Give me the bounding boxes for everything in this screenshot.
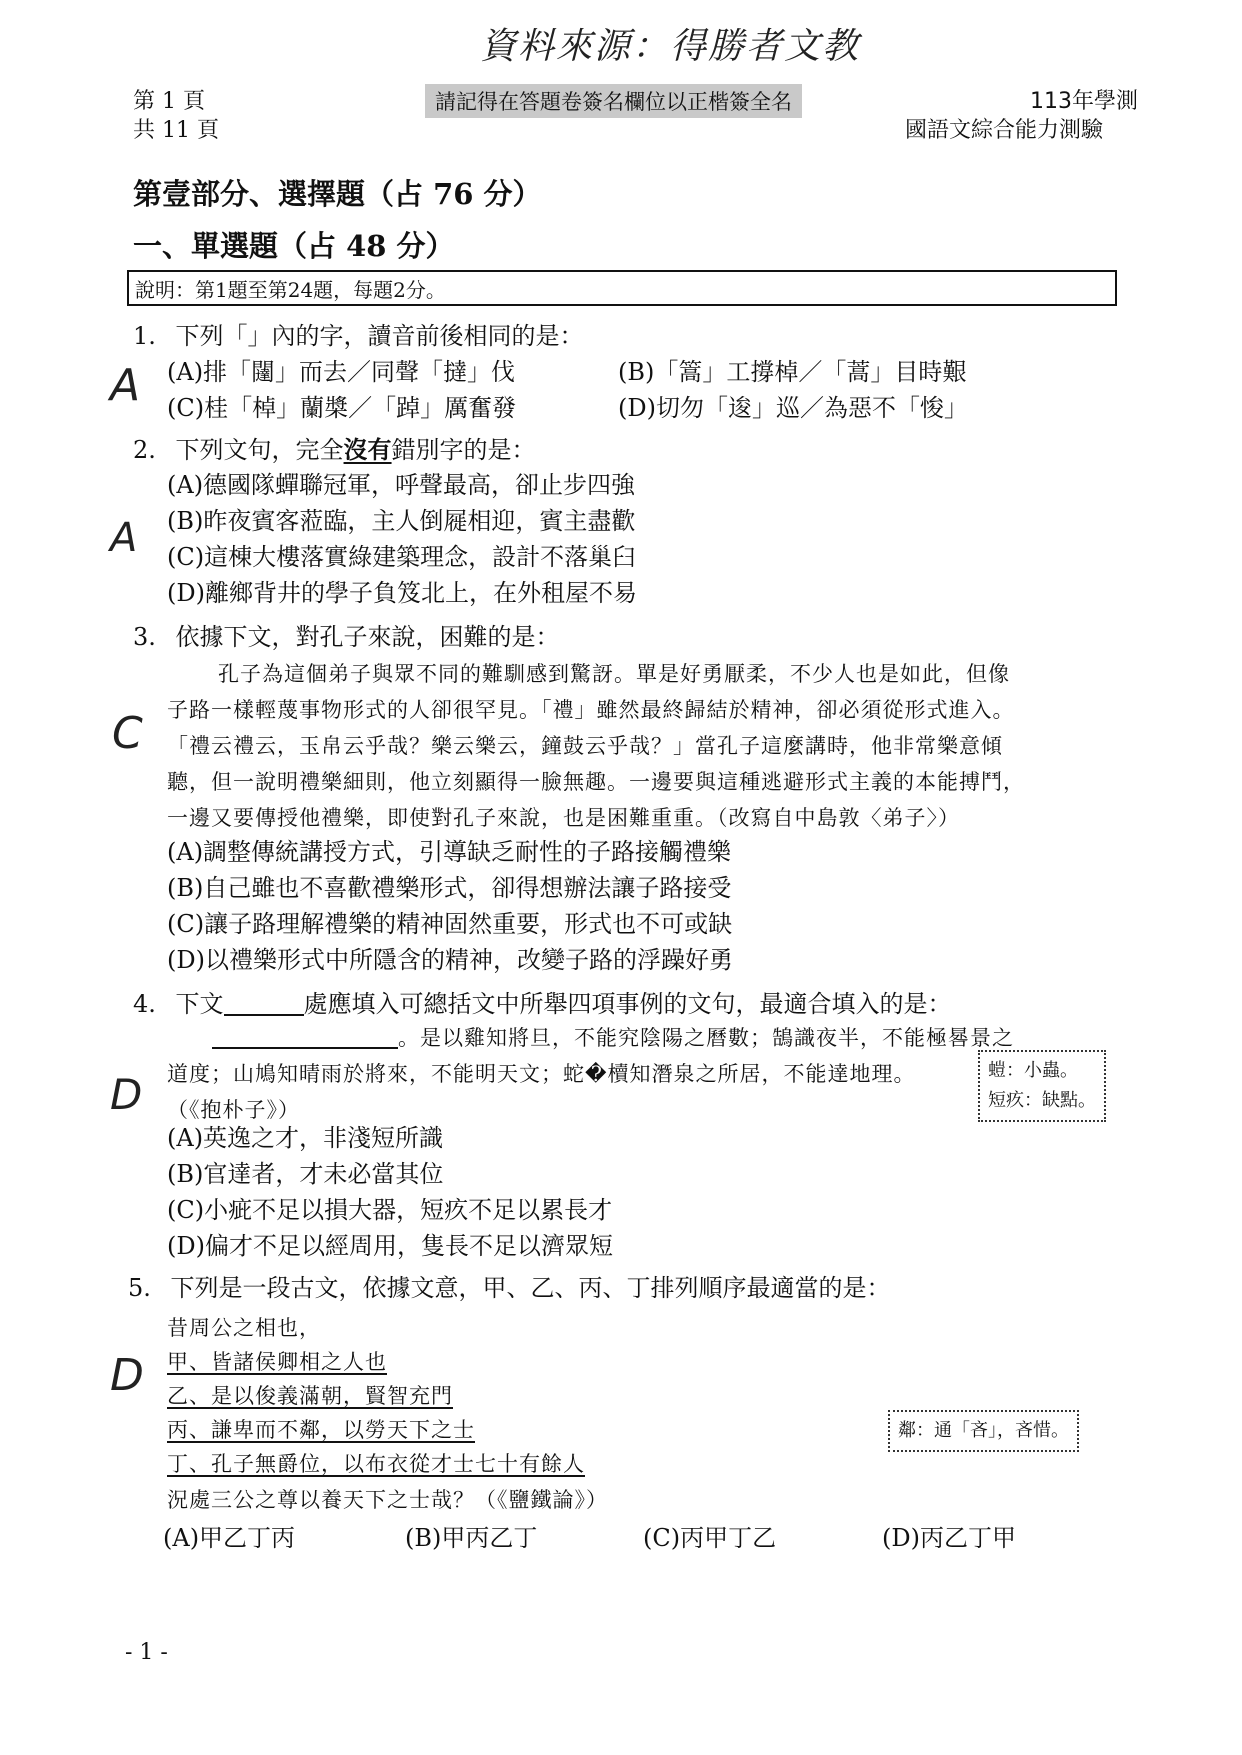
q1-option-a: (A)排「闥」而去／同聲「撻」伐 — [167, 358, 516, 386]
q1-option-d: (D)切勿「逡」巡／為惡不「悛」 — [618, 394, 968, 422]
q3-passage-line-5: 一邊又要傳授他禮樂，即使對孔子來說，也是困難重重。（改寫自中島敦〈弟子〉） — [167, 806, 960, 830]
q3-option-a: (A)調整傳統講授方式，引導缺乏耐性的子路接觸禮樂 — [167, 838, 732, 866]
handwritten-answer-3: C — [112, 708, 143, 759]
question-number: 5. — [128, 1274, 151, 1302]
question-stem-post: 處應填入可總括文中所舉四項事例的文句，最適合填入的是： — [303, 990, 952, 1018]
q5-line-yi: 乙、是以俊義滿朝，賢智充門 — [167, 1384, 453, 1408]
question-number: 2. — [133, 436, 156, 464]
q1-option-b: (B)「篙」工撐棹／「蒿」目時艱 — [618, 358, 967, 386]
q4-note-box — [978, 1050, 1106, 1122]
fill-blank — [224, 990, 304, 1016]
page-number: 第 1 頁 — [133, 89, 205, 114]
question-4 — [133, 986, 952, 1022]
question-stem-post: 錯別字的是： — [391, 436, 536, 464]
section-title: 第壹部分、選擇題（占 76 分） — [133, 177, 542, 211]
question-stem-pre: 下文 — [175, 990, 224, 1018]
instruction-box — [127, 270, 1117, 306]
signature-reminder: 請記得在答題卷簽名欄位以正楷簽全名 — [425, 84, 802, 118]
q4-note-2: 短疚：缺點。 — [988, 1090, 1096, 1111]
q3-option-c: (C)讓子路理解禮樂的精神固然重要，形式也不可或缺 — [167, 910, 733, 938]
q4-note-1: 螘：小蟲。 — [988, 1060, 1078, 1081]
q5-line-closing: 況處三公之尊以養天下之士哉？（《鹽鐵論》） — [167, 1488, 608, 1512]
subsection-title: 一、單選題（占 48 分） — [133, 229, 455, 263]
handwritten-answer-2: A — [110, 515, 138, 561]
instruction-text: 說明：第1題至第24題，每題2分。 — [135, 278, 446, 302]
q5-line-bing: 丙、謙卑而不鄰，以勞天下之士 — [167, 1418, 475, 1442]
question-2 — [133, 432, 536, 468]
total-pages: 共 11 頁 — [133, 118, 219, 143]
handwritten-answer-4: D — [110, 1070, 143, 1119]
q3-passage-line-3: 「禮云禮云，玉帛云乎哉？樂云樂云，鐘鼓云乎哉？」當孔子這麼講時，他非常樂意傾 — [167, 734, 1003, 758]
handwritten-answer-5: D — [110, 1350, 144, 1401]
q4-passage-line-3: （《抱朴子》） — [167, 1098, 300, 1122]
q5-line-intro: 昔周公之相也， — [167, 1316, 321, 1340]
q4-option-b: (B)官達者，才未必當其位 — [167, 1160, 444, 1188]
q3-passage-line-1: 孔子為這個弟子與眾不同的難馴感到驚訝。單是好勇厭柔，不少人也是如此，但像 — [218, 662, 1010, 686]
question-1 — [133, 318, 584, 354]
q4-passage-line-2: 道度；山鳩知晴雨於將來，不能明天文；蛇�櫝知潛泉之所居，不能達地理。 — [167, 1062, 916, 1086]
q2-option-d: (D)離鄉背井的學子負笈北上，在外租屋不易 — [167, 579, 637, 607]
q5-option-a: (A)甲乙丁丙 — [163, 1524, 296, 1552]
question-number: 3. — [133, 623, 156, 651]
q5-line-ding: 丁、孔子無爵位，以布衣從才士七十有餘人 — [167, 1452, 585, 1476]
q4-passage-text-1: 。是以雞知將旦，不能究陰陽之曆數；鵠識夜半，不能極晷景之 — [398, 1026, 1014, 1050]
footer-page-number: - 1 - — [125, 1640, 168, 1665]
question-stem: 下列「」內的字，讀音前後相同的是： — [175, 322, 584, 350]
q3-passage-line-2: 子路一樣輕蔑事物形式的人卻很罕見。「禮」雖然最終歸結於精神，卻必須從形式進入。 — [167, 698, 1015, 722]
q2-option-b: (B)昨夜賓客蒞臨，主人倒屣相迎，賓主盡歡 — [167, 507, 636, 535]
q2-option-a: (A)德國隊蟬聯冠軍，呼聲最高，卻止步四強 — [167, 471, 636, 499]
question-stem: 下列是一段古文，依據文意，甲、乙、丙、丁排列順序最適當的是： — [170, 1274, 891, 1302]
q4-option-c: (C)小疵不足以損大器，短疚不足以累長才 — [167, 1196, 613, 1224]
handwritten-source: 資料來源：得勝者文教 — [480, 26, 861, 67]
question-stem-pre: 下列文句，完全 — [175, 436, 344, 464]
question-number: 4. — [133, 990, 156, 1018]
q5-option-d: (D)丙乙丁甲 — [882, 1524, 1016, 1552]
q5-option-b: (B)甲丙乙丁 — [405, 1524, 538, 1552]
exam-subject: 國語文綜合能力測驗 — [905, 118, 1104, 143]
q3-passage-line-4: 聽，但一說明禮樂細則，他立刻顯得一臉無趣。一邊要與這種逃避形式主義的本能搏鬥， — [167, 770, 1025, 794]
q4-passage-line-1 — [212, 1022, 1014, 1052]
q2-option-c: (C)這棟大樓落實綠建築理念，設計不落巢臼 — [167, 543, 637, 571]
passage-blank — [212, 1023, 398, 1049]
q5-line-jia: 甲、皆諸侯卿相之人也 — [167, 1350, 387, 1374]
exam-year: 113年學測 — [1030, 89, 1138, 114]
q1-option-c: (C)桂「棹」蘭槳／「踔」厲奮發 — [167, 394, 517, 422]
q5-note: 鄰：通「吝」，吝惜。 — [898, 1420, 1069, 1441]
question-stem-emphasis: 沒有 — [343, 435, 392, 464]
question-number: 1. — [133, 322, 156, 350]
q3-option-b: (B)自己雖也不喜歡禮樂形式，卻得想辦法讓子路接受 — [167, 874, 732, 902]
question-5 — [128, 1270, 891, 1306]
handwritten-answer-1: A — [110, 360, 141, 411]
question-3 — [133, 619, 560, 655]
q5-note-box — [888, 1410, 1079, 1452]
q4-option-d: (D)偏才不足以經周用，隻長不足以濟眾短 — [167, 1232, 613, 1260]
question-stem: 依據下文，對孔子來說，困難的是： — [175, 623, 560, 651]
q3-option-d: (D)以禮樂形式中所隱含的精神，改變子路的浮躁好勇 — [167, 946, 733, 974]
q5-option-c: (C)丙甲丁乙 — [643, 1524, 777, 1552]
q4-option-a: (A)英逸之才，非淺短所識 — [167, 1124, 444, 1152]
